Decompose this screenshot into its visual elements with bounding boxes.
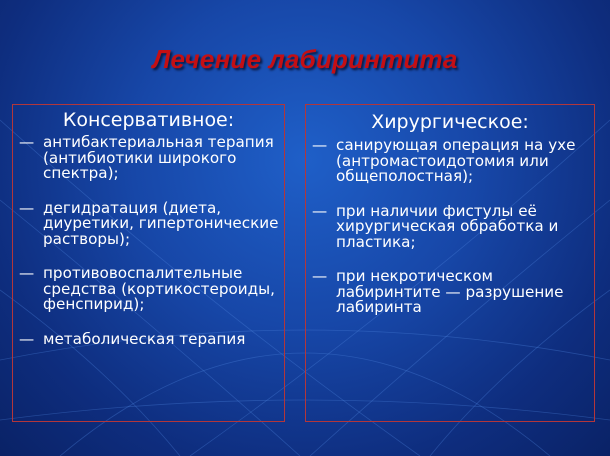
bullet-dash: — (19, 264, 35, 282)
bullet-dash: — (19, 329, 35, 348)
bullet-dash: — (312, 267, 328, 285)
bullet-dash: — (19, 198, 35, 217)
list-item-text: метаболическая терапия (43, 329, 246, 348)
list-item-text: дегидратация (диета, диуретики, гипертонические растворы); (43, 198, 279, 248)
list-item-text: при наличии фистулы её хирургическая обработка и пластика; (336, 201, 559, 251)
list-item (312, 138, 594, 185)
surgical-treatment-panel (305, 104, 595, 422)
list-item (19, 329, 284, 348)
conservative-treatment-panel (12, 104, 285, 422)
list-item (312, 269, 594, 316)
list-item (19, 266, 284, 313)
list-item-text: санирующая операция на ухе (антромастоидотомия или общеполостная); (336, 136, 576, 185)
surgical-header: Хирургическое: (371, 111, 529, 133)
list-item (19, 198, 284, 248)
list-item (19, 135, 284, 182)
list-item-text: антибактериальная терапия (антибиотики широкого спектра); (43, 133, 274, 182)
bullet-dash: — (19, 133, 35, 151)
slide-title: Лечение лабиринтита (152, 44, 458, 74)
bullet-dash: — (312, 136, 328, 154)
list-item (312, 201, 594, 251)
list-item-text: противовоспалительные средства (кортикостероиды, фенспирид); (43, 264, 275, 313)
surgical-list (306, 138, 594, 316)
bullet-dash: — (312, 201, 328, 220)
conservative-header: Консервативное: (62, 109, 235, 131)
conservative-list (13, 135, 284, 347)
list-item-text: при некротическом лабиринтите — разрушение лабиринта (336, 267, 564, 316)
